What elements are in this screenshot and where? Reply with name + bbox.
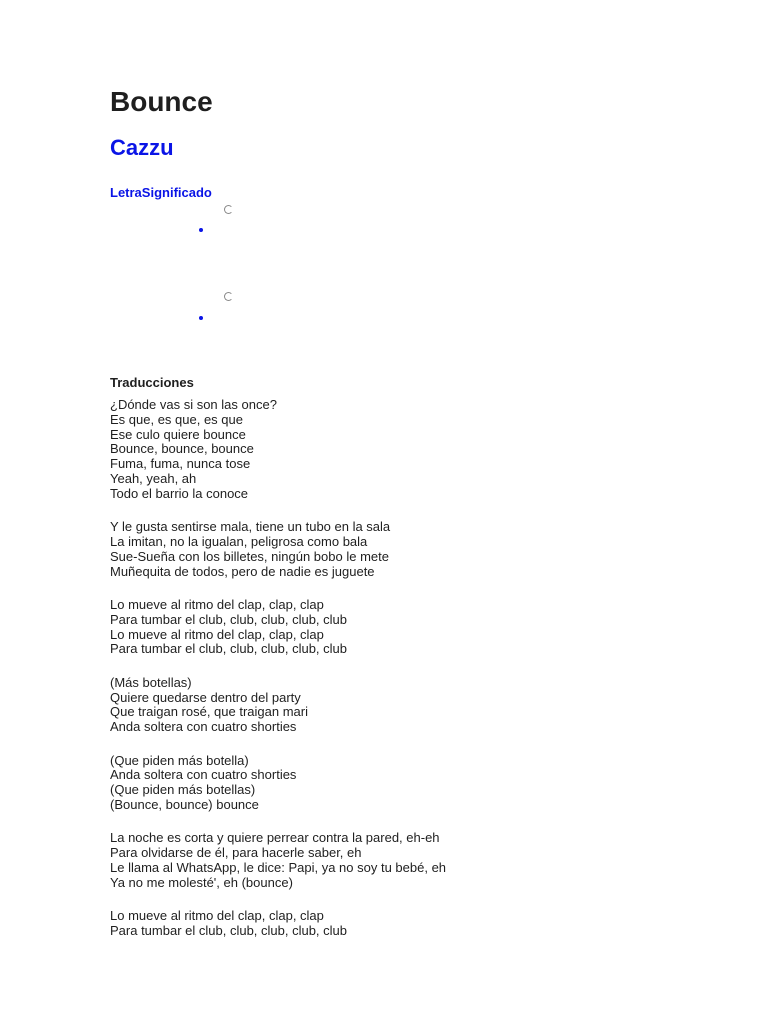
lyric-line: La noche es corta y quiere perrear contra la pared, eh-eh (110, 830, 440, 846)
lyrics-stanza (110, 676, 446, 735)
lyric-line: Fuma, fuma, nunca tose (110, 456, 251, 472)
loading-spinner-icon (224, 205, 233, 214)
lyrics-stanza (110, 754, 446, 813)
lyrics-stanza (110, 909, 446, 939)
lyric-line: (Que piden más botellas) (110, 782, 256, 798)
lyric-line: Quiere quedarse dentro del party (110, 689, 301, 705)
lyric-line: Ese culo quiere bounce (110, 426, 246, 442)
song-title: Bounce (110, 86, 213, 117)
lyric-line: Sue-Sueña con los billetes, ningún bobo le mete (110, 548, 389, 564)
lyric-line: (Que piden más botella) (110, 752, 249, 768)
lyric-line: Anda soltera con cuatro shorties (110, 767, 297, 783)
lyric-line: Lo mueve al ritmo del clap, clap, clap (110, 596, 324, 612)
lyrics-body (110, 398, 446, 957)
artist-link[interactable]: Cazzu (110, 135, 174, 160)
tab-links (110, 184, 212, 202)
lyric-line: Lo mueve al ritmo del clap, clap, clap (110, 908, 324, 924)
lyrics-stanza (110, 520, 446, 579)
lyric-line: Anda soltera con cuatro shorties (110, 719, 297, 735)
lyric-line: Ya no me molesté', eh (bounce) (110, 874, 293, 890)
tab-lyrics[interactable]: Letra (110, 185, 142, 200)
bullet-icon (199, 228, 203, 232)
lyric-line: Para tumbar el club, club, club, club, club (110, 611, 348, 627)
lyric-line: Para tumbar el club, club, club, club, club (110, 641, 348, 657)
lyric-line: Para olvidarse de él, para hacerle saber, eh (110, 845, 362, 861)
lyric-line: Yeah, yeah, ah (110, 470, 197, 486)
lyric-line: Y le gusta sentirse mala, tiene un tubo en la sala (110, 519, 391, 535)
lyric-line: Le llama al WhatsApp, le dice: Papi, ya no soy tu bebé, eh (110, 859, 447, 875)
lyric-line: Lo mueve al ritmo del clap, clap, clap (110, 626, 324, 642)
lyric-line: (Bounce, bounce) bounce (110, 796, 259, 812)
lyric-line: (Más botellas) (110, 674, 192, 690)
lyrics-stanza (110, 598, 446, 657)
lyrics-stanza (110, 831, 446, 890)
lyric-line: Que traigan rosé, que traigan mari (110, 704, 308, 720)
lyric-line: Es que, es que, es que (110, 411, 243, 427)
lyrics-stanza (110, 398, 446, 502)
lyric-line: Bounce, bounce, bounce (110, 441, 254, 457)
lyric-line: ¿Dónde vas si son las once? (110, 397, 277, 412)
tab-meaning[interactable]: Significado (141, 185, 212, 200)
translations-heading: Traducciones (110, 375, 194, 390)
bullet-icon (199, 316, 203, 320)
loading-spinner-icon (224, 292, 233, 301)
lyric-line: Todo el barrio la conoce (110, 485, 249, 501)
lyric-line: La imitan, no la igualan, peligrosa como bala (110, 533, 368, 549)
lyric-line: Muñequita de todos, pero de nadie es juguete (110, 563, 375, 579)
lyric-line: Para tumbar el club, club, club, club, club (110, 922, 348, 938)
